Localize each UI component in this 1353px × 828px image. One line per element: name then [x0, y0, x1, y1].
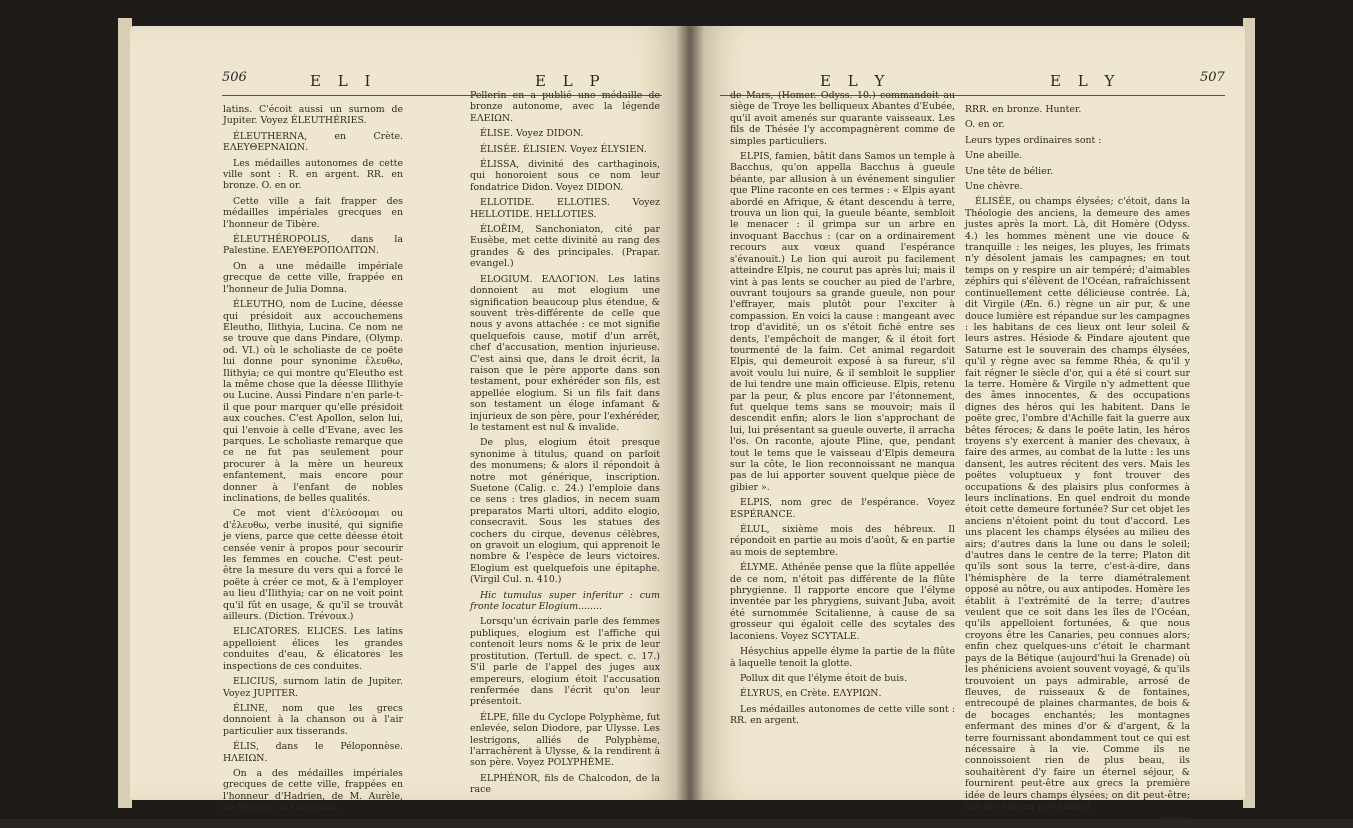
entry: ÉLYME. Athénée pense que la flûte appellée de ce nom, n'étoit pas différente de la flûte phrygienne. Il rapporte encore que l'élyme inventée par les phrygiens, suivant Juba, avoit été surnommée Scitalienne, à cause de sa grosseur qui égaloit celle des scytales des laconiens. Voyez SCYTALE. [730, 562, 955, 642]
entry: ÉLYRUS, en Crète. ΕΛΥΡΙΩΝ. [740, 688, 882, 700]
entry: ÉLIS, dans le Péloponnèse. ΗΛΕΙΩΝ. [223, 741, 403, 764]
left-page-number: 506 [222, 70, 247, 85]
entry: Les médailles autonomes de cette ville sont : R. en argent. RR. en bronze. O. en or. [223, 157, 403, 192]
entry: latins. C'écoit aussi un surnom de Jupiter. Voyez ÉLEUTHÉRIES. [223, 104, 403, 127]
entry: ÉLISÉE. ÉLISIEN. Voyez ÉLYSIEN. [480, 143, 647, 155]
entry: ÉLUL, sixième mois des hébreux. Il répondoit en partie au mois d'août, & en partie au mois de septembre. [730, 524, 955, 558]
entry: ÉLEUTHÉROPOLIS, dans la Palestine. ΕΛΕΥΘΕΡΟΠΟΛΙΤΩΝ. [223, 234, 403, 257]
entry: ÉLOËIM, Sanchoniaton, cité par Eusèbe, met cette divinité au rang des grandes & des principales. (Prapar. evangel.) [470, 224, 660, 270]
entry: Une abeille. [965, 150, 1023, 162]
right-header-right: E L Y [1050, 72, 1121, 90]
entry: Une tête de bélier. [965, 165, 1054, 177]
right-column-1 [730, 90, 955, 796]
entry: ÉLISE. Voyez DIDON. [480, 128, 584, 140]
entry: ÉLPE, fille du Cyclope Polyphème, fut enlevée, selon Diodore, par Ulysse. Les lestrigons, alliés de Polyphème, l'arrachèrent à Ulysse, & la rendirent à son père. Voyez POLYPHÈME. [470, 711, 660, 769]
entry: Cette ville a fait frapper des médailles impériales grecques en l'honneur de Tibère. [223, 195, 403, 230]
right-page-number: 507 [1200, 70, 1225, 85]
entry: ÉLEUTHO, nom de Lucine, déesse qui présidoit aux accouchemens Eleutho, Ilithyia, Lucina. Ce nom ne se trouve que dans Pindare, (Olymp. od. VI.) où le scholiaste de ce poëte lui donne pour synonime ἐλευθω, Ilithyia; ce qui montre qu'Eleutho est la même chose que la déesse Illithyie ou Lucine. Aussi Pindare n'en parle-t-il que pour marquer qu'elle présidoit aux couches. C'est Apollon, selon lui, qui l'envoie à celle d'Evane, avec les parques. Le scholiaste remarque que ce ne fut pas seulement pour procurer à la mère un heureux enfantement, mais encore pour donner à l'enfant de nobles inclinations, de belles qualités. [223, 299, 403, 504]
left-page [130, 26, 690, 814]
right-page [690, 26, 1245, 828]
book-gutter [676, 26, 704, 800]
entry: Hésychius appelle élyme la partie de la flûte à laquelle tenoit la glotte. [730, 646, 955, 669]
entry: ÉLISSA, divinité des carthaginois, qui honoroient sous ce nom leur fondatrice Didon. Voyez DIDON. [470, 159, 660, 193]
entry: RRR. en bronze. Hunter. [965, 104, 1082, 115]
right-column-2 [965, 104, 1190, 828]
left-column-2 [470, 90, 660, 794]
entry: ÉLEUTHERNA, en Crète. ΕΛΕΥΘΕΡΝΑΙΩΝ. [223, 130, 403, 154]
entry: On a des médailles impériales grecques de cette ville, frappées en l'honneur d'Hadrien, de M. Aurèle, de Sévère, de Caracalla. [223, 767, 403, 814]
entry: Pollux dit que l'élyme étoit de buis. [740, 672, 908, 684]
entry: ELOGIUM. ΕΛΛΟΓΙΟΝ. Les latins donnoient au mot elogium une signification beaucoup plus étendue, & souvent très-différente de celle que nous y avons attachée : ce mot signifie quelquefois cause, motif d'un arrêt, chef d'accusation, mention injurieuse. C'est ainsi que, dans le droit écrit, la raison que le père apporte dans son testament, pour exhéréder son fils, est appellée elogium. Si un fils fait dans son testament un éloge infamant & injurieux de son père, pour l'exhéréder, le testament est nul & invalide. [470, 273, 660, 433]
entry: ELPIS, nom grec de l'espérance. Voyez ESPÉRANCE. [730, 497, 955, 520]
entry: On a une médaille impériale grecque de cette ville, frappée en l'honneur de Julia Domna. [223, 260, 403, 295]
entry: de Mars, (Homer. Odyss. 10.) commandoit au siège de Troye les belliqueux Abantes d'Eubée, qu'il avoit amenés sur quarante vaisseaux. Les fils de Thésée l'y accompagnèrent comme de simples particuliers. [730, 90, 955, 147]
entry: Lorsqu'un écrivain parle des femmes publiques, elogium est l'affiche qui contenoit leurs noms & le prix de leur prostitution. (Tertull. de spect. c. 17.) S'il parle de l'appel des juges aux empereurs, elogium étoit l'accusation renfermée dans l'écrit qu'on leur présentoit. [470, 616, 660, 708]
entry: ELICIUS, surnom latin de Jupiter. Voyez JUPITER. [223, 676, 403, 699]
entry: ÉLINE, nom que les grecs donnoient à la chanson ou à l'air particulier aux tisserands. [223, 702, 403, 737]
left-header-left: E L I [310, 72, 377, 90]
entry: Pellerin en a publié une médaille de bronze autonome, avec la légende ΕΛΕΙΩΝ. [470, 90, 660, 124]
entry: Les médailles autonomes de cette ville sont : RR. en argent. [730, 703, 955, 727]
entry: Hic tumulus super inferitur : cum fronte locatur Elogium........ [470, 589, 660, 613]
entry: ELLOTIDE. ELLOTIES. Voyez HELLOTIDE. HELLOTIES. [470, 197, 660, 220]
left-column-1 [223, 104, 403, 814]
entry: O. en or. [965, 119, 1005, 131]
left-header-right: E L P [535, 72, 606, 90]
right-header-left: E L Y [820, 72, 891, 90]
entry: ELPHÉNOR, fils de Chalcodon, de la race [470, 772, 660, 796]
entry: De plus, elogium étoit presque synonime à titulus, quand on parloit des monumens; & alors il répondoit à notre mot générique, inscription. Suetone (Calig. c. 24.) l'emploie dans ce sens : tres gladios, in necem suam preparatos Marti ultori, addito elogio, consecravit. Sous les statues des cochers du cirque, devenus célèbres, on gravoit un elogium, qui apprenoit le nombre & l'espèce de leurs victoires. Elogium est quelquefois une épitaphe. (Virgil Cul. n. 410.) [470, 437, 660, 586]
entry: ELICATORES. ELICES. Les latins appelloient élices les grandes conduites d'eau, & élicatores les inspections de ces conduites. [223, 626, 403, 672]
entry: Une chèvre. [965, 181, 1023, 193]
signature-mark: Sfff ij [1164, 816, 1190, 828]
entry: Leurs types ordinaires sont : [965, 134, 1102, 146]
entry: Ce mot vient d'ἐλεύσομαι ou d'ἐλευθω, verbe inusité, qui signifie je viens, parce que cette déesse étoit censée venir à propos pour secourir les femmes en couche. C'est peut-être la mesure du vers qui a forcé le poëte à créer ce mot, & à l'employer au lieu d'Ilithyia; car on ne voit point qu'il fût en usage, & qu'il se trouvât ailleurs. (Diction. Trévoux.) [223, 508, 403, 623]
entry: ELPIS, famien, bâtit dans Samos un temple à Bacchus, qu'on appella Bacchus à gueule béante, par allusion à un événement singulier que Pline raconte en ces termes : « Elpis ayant abordé en Afrique, & étant descendu à terre, trouva un lion qui, la gueule béante, sembloit le menacer : il grimpa sur un arbre en invoquant Bacchus : (car on a ordinairement recours aux vœux quand l'espérance s'évanouit.) Le lion qui auroit pu facilement atteindre Elpis, ne courut pas après lui; mais il vint à pas lents se coucher au pied de l'arbre, ouvrant toujours sa grande gueule, non pour l'effrayer, mais plutôt pour l'exciter à compassion. En voici la cause : mangeant avec trop d'avidité, un os s'étoit fiché entre ses dents, l'empêchoit de manger, & il étoit fort tourmenté de la faim. Cet animal regardoit Elpis, qui demeuroit exposé à sa fureur, s'il avoit voulu lui nuire, & il sembloit le supplier de lui tendre une main officieuse. Elpis, retenu par la peur, & plus encore par l'étonnement, fut quelque tems sans se mouvoir; mais il descendit enfin; alors le lion s'approchant de lui, lui présentant sa gueule ouverte, il arracha l'os. On raconte, ajoute Pline, que, pendant tout le tems que le vaisseau d'Elpis demeura sur la côte, le lion reconnoissant ne manqua pas de lui apporter souvent quelque pièce de gibier ». [730, 151, 955, 493]
entry: ÉLISÉE, ou champs élysées; c'étoit, dans la Théologie des anciens, la demeure des ames justes après la mort. Là, dit Homère (Odyss. 4.) les hommes mènent une vie douce & tranquille : les neiges, les pluyes, les frimats n'y désolent jamais les campagnes; en tout temps on y respire un air tempéré; d'aimables zéphirs qui s'élèvent de l'Océan, rafraîchissent continuellement cette délicieuse contrée. Là, dit Virgile (Æn. 6.) règne un air pur, & une douce lumière est répandue sur les campagnes : les habitans de ces lieux ont leur soleil & leurs astres. Hésiode & Pindare ajoutent que Saturne est le souverain des champs élysées, qu'il y règne avec sa femme Rhéa, & qu'il y fait régner le siècle d'or, qui a été si court sur la terre. Homère & Virgile n'y admettent que des âmes innocentes, & des occupations dignes des héros qui les habitent. Dans le poëte grec, l'ombre d'Achille fait la guerre aux bêtes féroces; & dans le poëte latin, les héros troyens s'y exercent à manier des chevaux, à faire des armes, au combat de la lutte : les uns dansent, les autres récitent des vers. Mais les poëtes voluptueux y font trouver des occupations & des plaisirs plus conformes à leurs inclinations. En quel endroit du monde étoit cette demeure fortunée? Sur cet objet les anciens n'étoient point du tout d'accord. Les uns placent les champs élysées au milieu des airs; d'autres dans la lune ou dans le soleil; d'autres dans le centre de la terre; Platon dit qu'ils sont sous la terre, c'est-à-dire, dans l'hémisphère de la terre diamétralement opposé au nôtre, ou aux antipodes. Homère les établit à l'extrémité de la terre; d'autres veulent que ce soit dans les îles de l'Océan, qu'ils appelloient fortunées, & que nous croyons être les Canaries, peu connues alors; enfin chez quelques-uns c'étoit le charmant pays de la Bétique (aujourd'hui la Grenade) où les phéniciens avoient souvent voyagé, & qu'ils trouvoient un pays admirable, arrosé de fleuves, de ruisseaux & de fontaines, entrecoupé de plaines charmantes, de bois & de bocages enchantés; les montagnes enfermant des mines d'or & d'argent, & la terre fournissant abondamment tout ce qui est nécessaire à la vie. Comme ils ne connoissoient rien de plus beau, ils souhaitèrent d'y faire un éternel séjour, & fournirent peut-être aux grecs la première idée de leurs champs élysées; on dit peut-être; car des savans prétendent [965, 196, 1190, 812]
